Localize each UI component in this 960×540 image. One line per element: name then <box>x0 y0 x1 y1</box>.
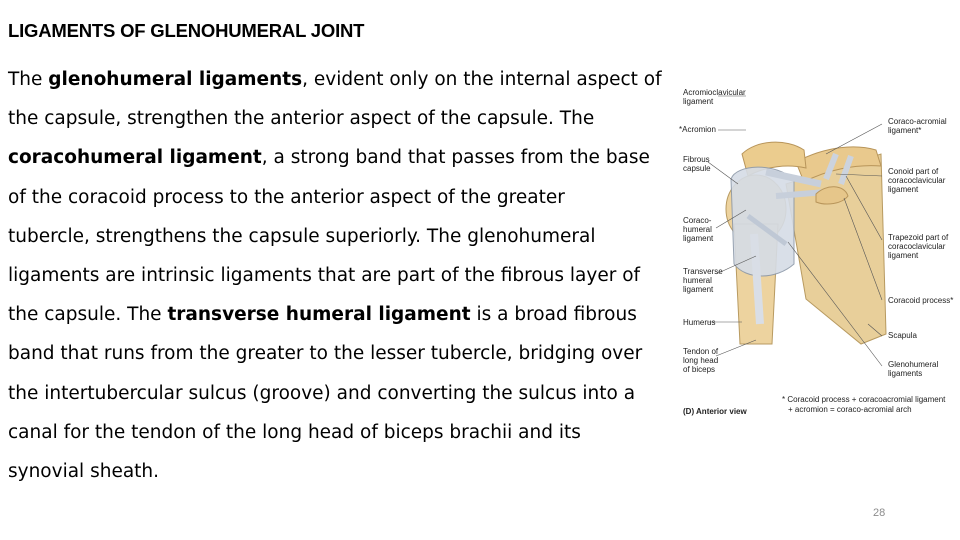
label-transverse-humeral-ligament: Transverse humeral ligament <box>683 267 723 294</box>
label-coracoid-process: Coracoid process* <box>888 296 954 305</box>
term-transverse-humeral-ligament: transverse humeral ligament <box>167 304 471 326</box>
label-scapula: Scapula <box>888 331 917 340</box>
text-line-10: canal for the tendon of the long head of biceps brachii and its <box>8 421 581 443</box>
label-acromioclavicular-ligament: Acromioclavicular ligament <box>683 88 746 106</box>
text-line-7: the capsule. The transverse humeral ligament is a broad fibrous <box>8 304 637 326</box>
text-line-1: The glenohumeral ligaments, evident only on the internal aspect of <box>8 69 662 90</box>
label-trapezoid-part: Trapezoid part of coracoclavicular ligament <box>888 233 949 260</box>
label-coracohumeral-ligament: Coraco-humeral ligament <box>683 216 714 243</box>
text-line-9: the intertubercular sulcus (groove) and converting the sulcus into a <box>8 382 636 404</box>
anatomy-illustration <box>726 142 886 344</box>
figure-caption: (D) Anterior view <box>683 407 747 416</box>
label-acromion: *Acromion <box>679 125 716 134</box>
figure-footnote-line-1: * Coracoid process + coracoacromial ligament <box>782 395 946 404</box>
label-biceps-tendon: Tendon of long head of biceps <box>683 347 719 374</box>
term-glenohumeral-ligaments: glenohumeral ligaments <box>48 69 303 90</box>
label-fibrous-capsule: Fibrous capsule <box>683 155 711 173</box>
text-line-6: ligaments are intrinsic ligaments that are part of the fibrous layer of <box>8 265 641 287</box>
text-line-2: the capsule, strengthen the anterior aspect of the capsule. The <box>8 108 595 130</box>
label-humerus: Humerus <box>683 318 716 327</box>
term-coracohumeral-ligament: coracohumeral ligament <box>8 147 262 169</box>
shoulder-anatomy-figure <box>676 84 960 420</box>
page-number: 28 <box>873 507 886 519</box>
label-glenohumeral-ligaments: Glenohumeral ligaments <box>888 360 939 378</box>
slide-title: LIGAMENTS OF GLENOHUMERAL JOINT <box>8 20 365 41</box>
figure-footnote-line-2: + acromion = coraco-acromial arch <box>788 405 912 414</box>
label-coracoacromial-ligament: Coraco-acromial ligament* <box>888 117 947 135</box>
body-paragraph <box>8 60 680 491</box>
text-line-4: of the coracoid process to the anterior aspect of the greater <box>8 186 565 208</box>
text-line-5: tubercle, strengthens the capsule superiorly. The glenohumeral <box>8 225 596 247</box>
text-line-3: coracohumeral ligament, a strong band that passes from the base <box>8 147 650 169</box>
label-conoid-part: Conoid part of coracoclavicular ligament <box>888 167 946 194</box>
text-line-8: band that runs from the greater to the lesser tubercle, bridging over <box>8 343 643 365</box>
text-line-11: synovial sheath. <box>8 461 160 483</box>
